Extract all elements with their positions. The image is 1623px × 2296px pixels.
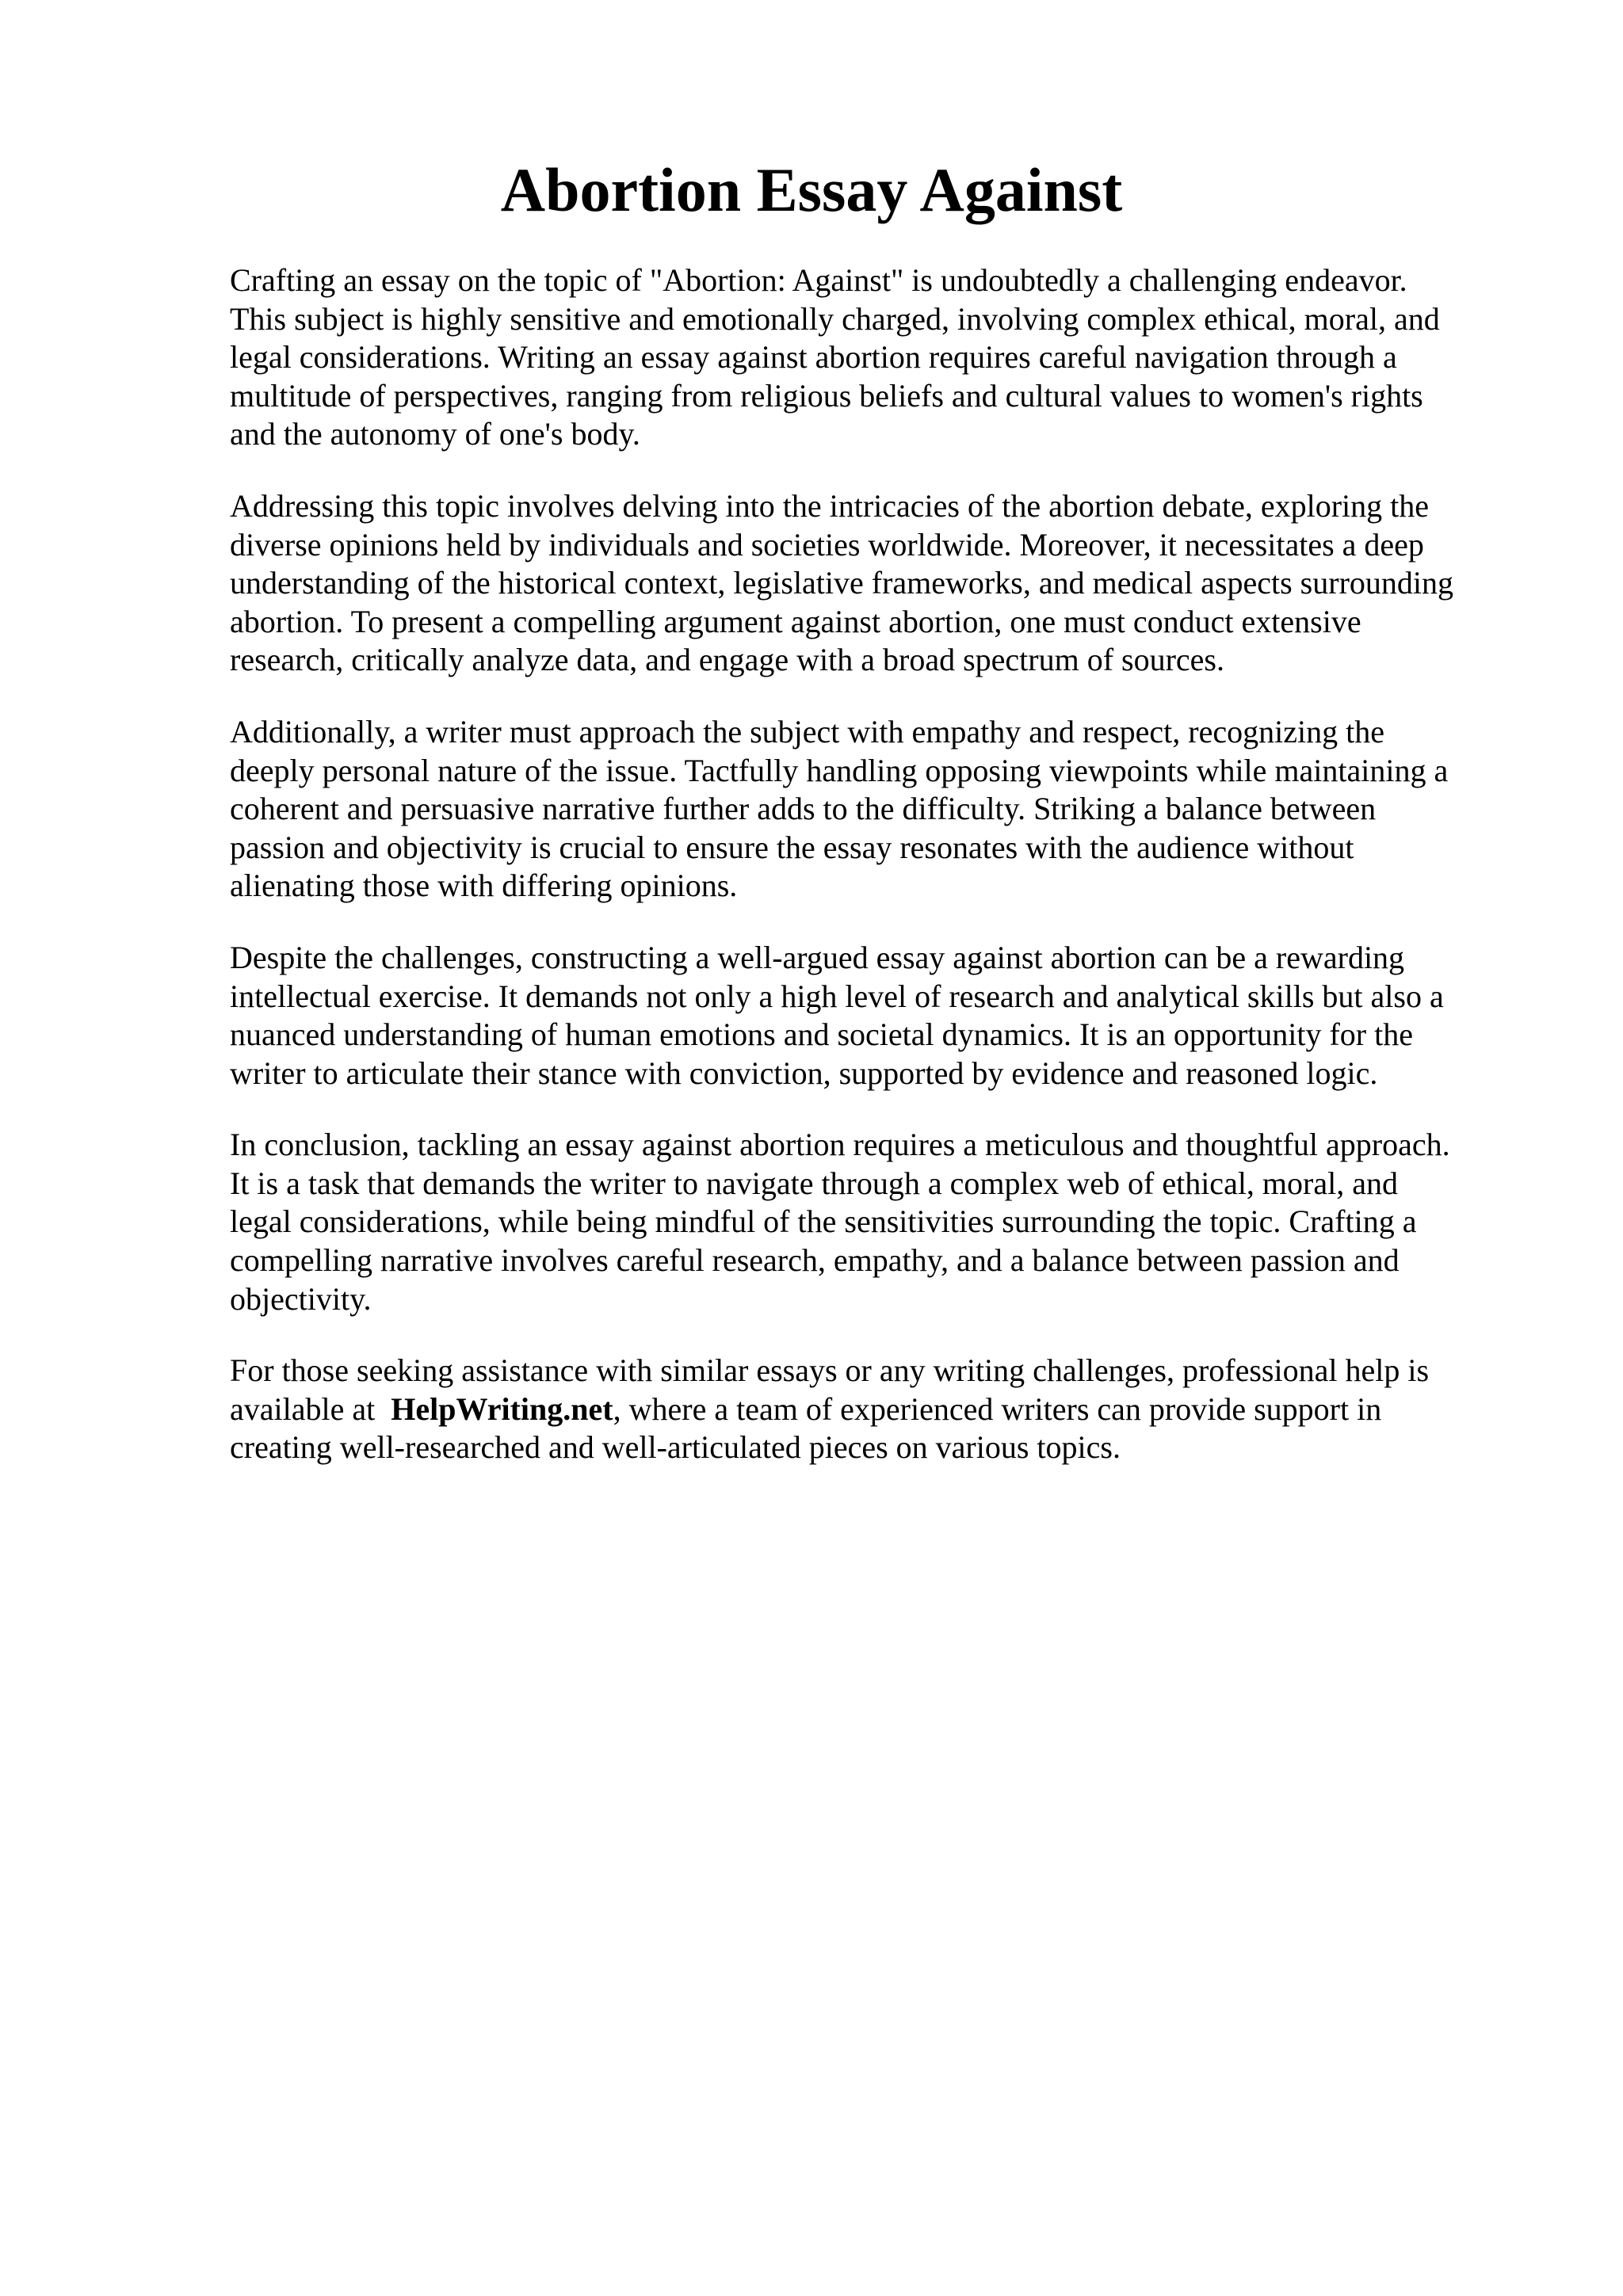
paragraph-line: For those seeking assistance with similar essays or any writing challenges, professional help is — [230, 1352, 1430, 1389]
paragraph-line: objectivity. — [230, 1280, 372, 1317]
paragraph-line: It is a task that demands the writer to navigate through a complex web of ethical, moral, and — [230, 1165, 1398, 1201]
paragraph-2 — [230, 487, 1506, 680]
paragraph-line-with-link — [230, 1390, 1506, 1429]
paragraph-5 — [230, 1126, 1506, 1318]
helpwriting-link[interactable]: HelpWriting.net — [391, 1390, 613, 1427]
paragraph-line: passion and objectivity is crucial to ensure the essay resonates with the audience without — [230, 829, 1354, 865]
paragraph-line: and the autonomy of one's body. — [230, 416, 640, 452]
paragraph-6 — [230, 1352, 1506, 1467]
paragraph-line: legal considerations. Writing an essay against abortion requires careful navigation through a — [230, 339, 1397, 376]
paragraph-line: abortion. To present a compelling argument against abortion, one must conduct extensive — [230, 603, 1361, 639]
paragraph-line: intellectual exercise. It demands not only a high level of research and analytical skills but also a — [230, 978, 1444, 1014]
paragraph-line: compelling narrative involves careful research, empathy, and a balance between passion and — [230, 1242, 1400, 1279]
paragraph-line: alienating those with differing opinions. — [230, 868, 738, 904]
paragraph-line: creating well-researched and well-articulated pieces on various topics. — [230, 1429, 1121, 1466]
paragraph-line: In conclusion, tackling an essay against abortion requires a meticulous and thoughtful approach. — [230, 1127, 1450, 1163]
paragraph-line: coherent and persuasive narrative further adds to the difficulty. Striking a balance between — [230, 791, 1377, 827]
paragraph-1 — [230, 261, 1506, 454]
paragraph-line: Additionally, a writer must approach the subject with empathy and respect, recognizing the — [230, 713, 1384, 749]
inline-text: , where a team of experienced writers can provide support in — [613, 1390, 1382, 1427]
paragraph-line: writer to articulate their stance with conviction, supported by evidence and reasoned logic. — [230, 1055, 1378, 1091]
paragraph-line: diverse opinions held by individuals and societies worldwide. Moreover, it necessitates a deep — [230, 526, 1424, 563]
document-title: Abortion Essay Against — [500, 155, 1123, 224]
paragraph-line: Despite the challenges, constructing a well-argued essay against abortion can be a rewarding — [230, 939, 1405, 975]
paragraph-line: multitude of perspectives, ranging from religious beliefs and cultural values to women's rights — [230, 377, 1423, 414]
paragraph-line: Crafting an essay on the topic of "Abortion: Against" is undoubtedly a challenging endeavor. — [230, 262, 1407, 298]
inline-text: available at — [230, 1390, 384, 1427]
paragraph-3 — [230, 713, 1506, 906]
document-body — [230, 261, 1506, 1501]
paragraph-line: research, critically analyze data, and engage with a broad spectrum of sources. — [230, 642, 1224, 678]
paragraph-line: legal considerations, while being mindful of the sensitivities surrounding the topic. Crafting a — [230, 1203, 1417, 1240]
paragraph-line: Addressing this topic involves delving into the intricacies of the abortion debate, exploring the — [230, 487, 1429, 524]
paragraph-line: nuanced understanding of human emotions and societal dynamics. It is an opportunity for the — [230, 1016, 1413, 1053]
paragraph-4 — [230, 939, 1506, 1093]
paragraph-line: understanding of the historical context, legislative frameworks, and medical aspects surrounding — [230, 565, 1454, 601]
paragraph-line: This subject is highly sensitive and emotionally charged, involving complex ethical, moral, and — [230, 300, 1440, 337]
paragraph-line: deeply personal nature of the issue. Tactfully handling opposing viewpoints while maintaining a — [230, 752, 1449, 788]
